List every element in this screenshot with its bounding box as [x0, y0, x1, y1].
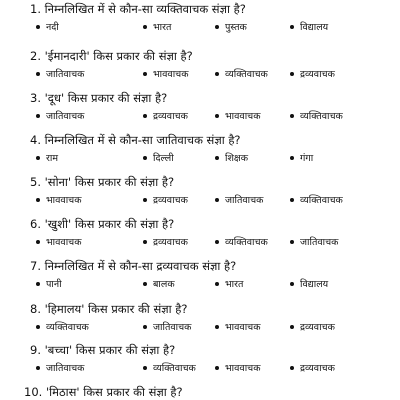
question-5-text: 5. 'सोना' किस प्रकार की संज्ञा है? [30, 175, 175, 189]
bullet-icon [36, 156, 40, 160]
question-8-option-a[interactable]: व्यक्तिवाचक [36, 322, 89, 335]
bullet-icon [36, 25, 40, 29]
bullet-icon [215, 366, 219, 370]
question-10-text: 10. 'मिठास' किस प्रकार की संज्ञा है? [24, 385, 183, 399]
question-7 [0, 259, 400, 295]
question-8 [0, 302, 400, 338]
question-3-option-d[interactable]: व्यक्तिवाचक [290, 111, 343, 124]
bullet-icon [215, 198, 219, 202]
question-9-option-a[interactable]: जातिवाचक [36, 363, 84, 376]
question-2-option-a[interactable]: जातिवाचक [36, 69, 84, 82]
question-6-text: 6. 'खुशी' किस प्रकार की संज्ञा है? [30, 217, 175, 231]
question-6-option-d[interactable]: जातिवाचक [290, 237, 338, 250]
bullet-icon [215, 25, 219, 29]
question-2-text: 2. 'ईमानदारी' किस प्रकार की संज्ञा है? [30, 49, 193, 63]
question-7-text: 7. निम्नलिखित में से कौन-सा द्रव्यवाचक संज्ञा है? [30, 259, 237, 273]
bullet-icon [143, 240, 147, 244]
bullet-icon [215, 240, 219, 244]
question-1-option-d[interactable]: विद्यालय [290, 22, 328, 35]
bullet-icon [143, 72, 147, 76]
question-5-option-a[interactable]: भाववाचक [36, 195, 82, 208]
question-9 [0, 343, 400, 379]
bullet-icon [36, 198, 40, 202]
question-8-option-c[interactable]: भाववाचक [215, 322, 261, 335]
question-2-option-b[interactable]: भाववाचक [143, 69, 189, 82]
question-7-option-a[interactable]: पानी [36, 279, 62, 292]
bullet-icon [290, 72, 294, 76]
question-3 [0, 91, 400, 127]
bullet-icon [143, 366, 147, 370]
question-6-option-a[interactable]: भाववाचक [36, 237, 82, 250]
bullet-icon [290, 114, 294, 118]
question-10 [0, 385, 400, 400]
question-6-option-b[interactable]: द्रव्यवाचक [143, 237, 188, 250]
bullet-icon [290, 25, 294, 29]
bullet-icon [143, 198, 147, 202]
bullet-icon [290, 366, 294, 370]
question-6-option-c[interactable]: व्यक्तिवाचक [215, 237, 268, 250]
bullet-icon [215, 282, 219, 286]
question-7-option-d[interactable]: विद्यालय [290, 279, 328, 292]
question-6 [0, 217, 400, 253]
question-5-option-d[interactable]: व्यक्तिवाचक [290, 195, 343, 208]
bullet-icon [143, 325, 147, 329]
question-4-option-a[interactable]: राम [36, 153, 58, 166]
bullet-icon [143, 25, 147, 29]
question-9-text: 9. 'बच्चा' किस प्रकार की संज्ञा है? [30, 343, 176, 357]
question-9-option-d[interactable]: द्रव्यवाचक [290, 363, 335, 376]
question-8-option-d[interactable]: द्रव्यवाचक [290, 322, 335, 335]
bullet-icon [215, 72, 219, 76]
bullet-icon [36, 325, 40, 329]
question-3-text: 3. 'दूध' किस प्रकार की संज्ञा है? [30, 91, 168, 105]
question-9-option-c[interactable]: भाववाचक [215, 363, 261, 376]
bullet-icon [36, 240, 40, 244]
bullet-icon [290, 198, 294, 202]
question-5-option-b[interactable]: द्रव्यवाचक [143, 195, 188, 208]
question-1 [0, 2, 400, 38]
question-5-option-c[interactable]: जातिवाचक [215, 195, 263, 208]
bullet-icon [290, 240, 294, 244]
question-7-option-b[interactable]: बालक [143, 279, 175, 292]
question-4-option-b[interactable]: दिल्ली [143, 153, 174, 166]
bullet-icon [143, 156, 147, 160]
question-2 [0, 49, 400, 85]
bullet-icon [290, 156, 294, 160]
question-1-option-b[interactable]: भारत [143, 22, 171, 35]
question-2-option-d[interactable]: द्रव्यवाचक [290, 69, 335, 82]
bullet-icon [36, 114, 40, 118]
question-4-option-c[interactable]: शिक्षक [215, 153, 248, 166]
bullet-icon [143, 282, 147, 286]
question-8-option-b[interactable]: जातिवाचक [143, 322, 191, 335]
question-4-option-d[interactable]: गंगा [290, 153, 313, 166]
question-3-option-b[interactable]: द्रव्यवाचक [143, 111, 188, 124]
bullet-icon [36, 366, 40, 370]
question-2-option-c[interactable]: व्यक्तिवाचक [215, 69, 268, 82]
bullet-icon [36, 282, 40, 286]
question-9-option-b[interactable]: व्यक्तिवाचक [143, 363, 196, 376]
bullet-icon [290, 282, 294, 286]
bullet-icon [36, 72, 40, 76]
question-3-option-a[interactable]: जातिवाचक [36, 111, 84, 124]
question-1-text: 1. निम्नलिखित में से कौन-सा व्यक्तिवाचक संज्ञा है? [30, 2, 246, 16]
bullet-icon [290, 325, 294, 329]
bullet-icon [143, 114, 147, 118]
question-3-option-c[interactable]: भाववाचक [215, 111, 261, 124]
question-8-text: 8. 'हिमालय' किस प्रकार की संज्ञा है? [30, 302, 188, 316]
question-4-text: 4. निम्नलिखित में से कौन-सा जातिवाचक संज्ञा है? [30, 133, 241, 147]
bullet-icon [215, 156, 219, 160]
question-5 [0, 175, 400, 211]
question-1-option-a[interactable]: नदी [36, 22, 59, 35]
question-4 [0, 133, 400, 169]
question-7-option-c[interactable]: भारत [215, 279, 243, 292]
question-1-option-c[interactable]: पुस्तक [215, 22, 247, 35]
bullet-icon [215, 114, 219, 118]
bullet-icon [215, 325, 219, 329]
